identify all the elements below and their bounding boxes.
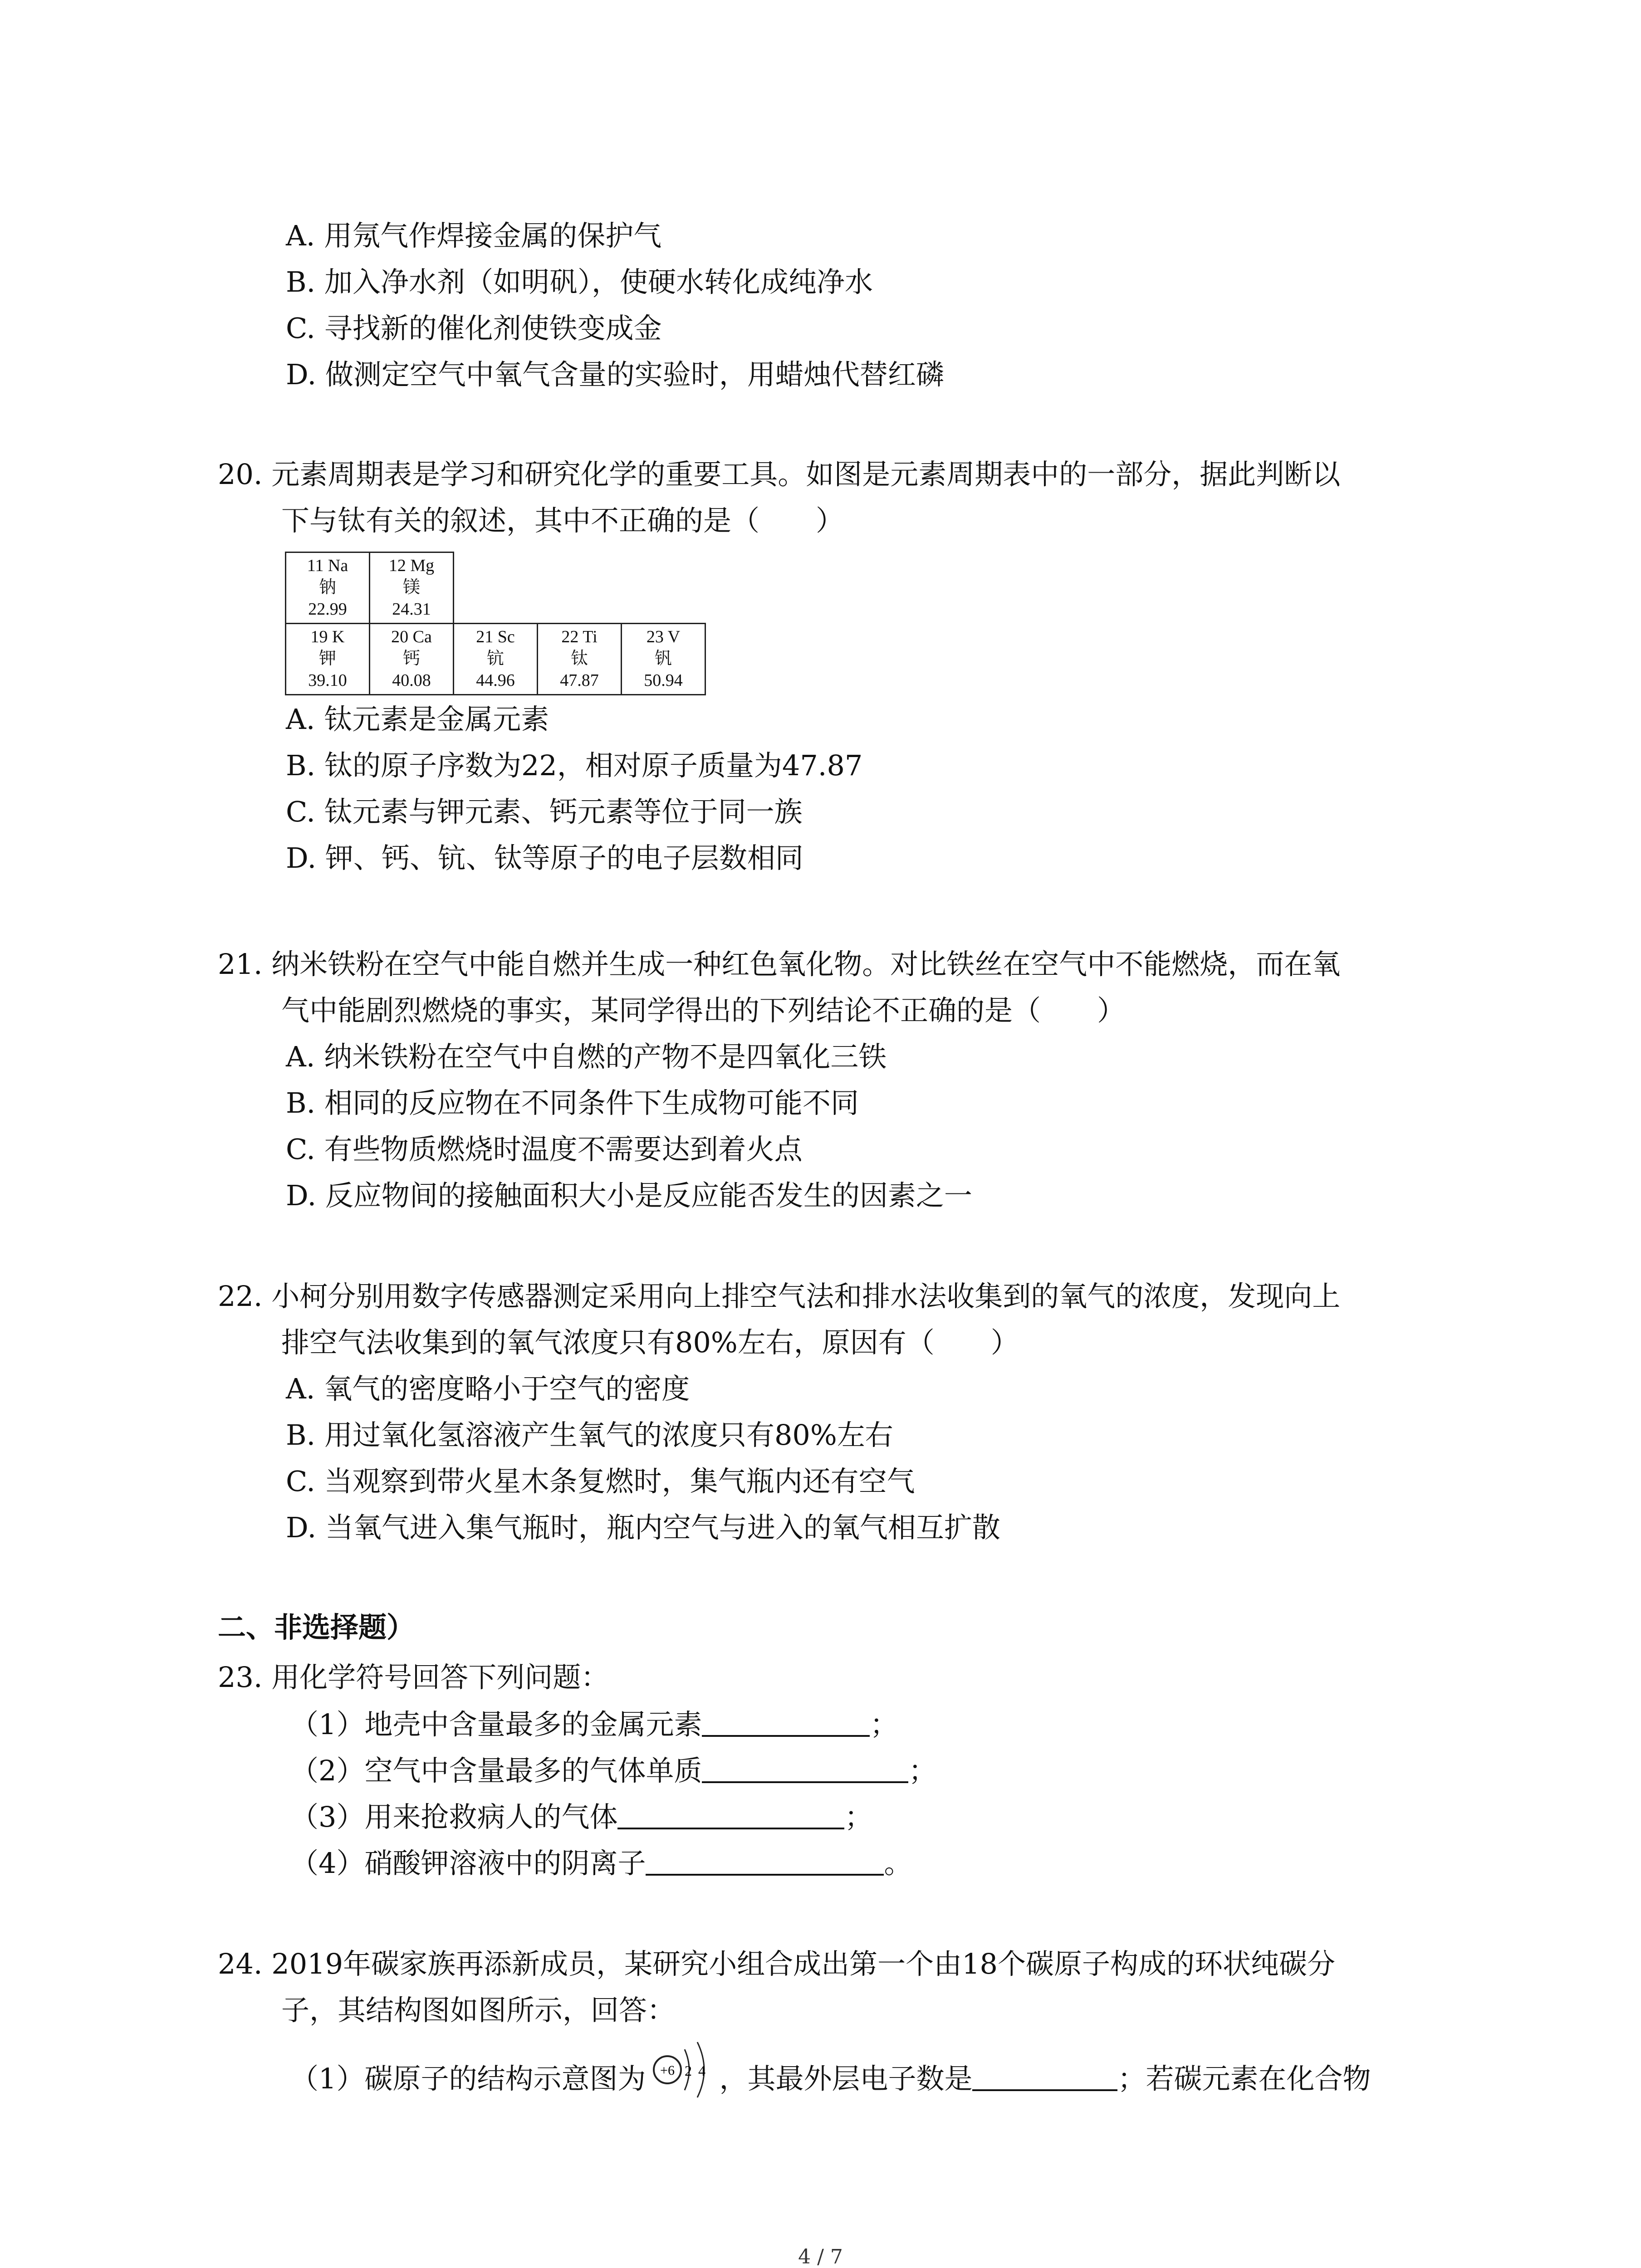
prev-option-b: B. 加入净水剂（如明矾），使硬水转化成纯净水 bbox=[286, 265, 873, 298]
element-cell-v: 23 V 钒 50.94 bbox=[622, 624, 705, 695]
answer-blank[interactable] bbox=[972, 2062, 1117, 2091]
q21-option-c: C. 有些物质燃烧时温度不需要达到着火点 bbox=[286, 1133, 803, 1166]
q21-stem-line2: 气中能剧烈燃烧的事实，某同学得出的下列结论不正确的是（ ） bbox=[281, 994, 1126, 1027]
q23-item-4: （4）硝酸钾溶液中的阴离子 。 bbox=[290, 1847, 912, 1880]
element-cell-k: 19 K 钾 39.10 bbox=[286, 624, 370, 695]
q22-option-b: B. 用过氧化氢溶液产生氧气的浓度只有80%左右 bbox=[286, 1418, 893, 1452]
q22-option-d: D. 当氧气进入集气瓶时，瓶内空气与进入的氧气相互扩散 bbox=[286, 1511, 1000, 1544]
element-cell-ca: 20 Ca 钙 40.08 bbox=[370, 624, 454, 695]
answer-blank[interactable] bbox=[617, 1800, 844, 1829]
svg-text:2: 2 bbox=[685, 2063, 692, 2079]
q22-option-c: C. 当观察到带火星木条复燃时，集气瓶内还有空气 bbox=[286, 1465, 915, 1498]
element-cell-na: 11 Na 钠 22.99 bbox=[286, 552, 370, 624]
q20-option-a: A. 钛元素是金属元素 bbox=[286, 703, 549, 736]
answer-blank[interactable] bbox=[702, 1754, 908, 1783]
q20-stem-line1: 20. 元素周期表是学习和研究化学的重要工具。如图是元素周期表中的一部分，据此判断以 bbox=[218, 458, 1341, 491]
q21-option-b: B. 相同的反应物在不同条件下生成物可能不同 bbox=[286, 1086, 859, 1119]
q23-item-1: （1）地壳中含量最多的金属元素 ； bbox=[290, 1708, 898, 1741]
q20-option-b: B. 钛的原子序数为22，相对原子质量为47.87 bbox=[286, 749, 863, 782]
q22-stem-line1: 22. 小柯分别用数字传感器测定采用向上排空气法和排水法收集到的氧气的浓度，发现向上 bbox=[218, 1280, 1341, 1313]
prev-option-c: C. 寻找新的催化剂使铁变成金 bbox=[286, 312, 662, 345]
q23-item-2: （2）空气中含量最多的气体单质 ； bbox=[290, 1754, 937, 1787]
q20-option-c: C. 钛元素与钾元素、钙元素等位于同一族 bbox=[286, 795, 803, 828]
q20-option-d: D. 钾、钙、钪、钛等原子的电子层数相同 bbox=[286, 841, 803, 875]
page-number: 4 / 7 bbox=[798, 2245, 843, 2268]
element-cell-ti: 22 Ti 钛 47.87 bbox=[538, 624, 622, 695]
q22-option-a: A. 氧气的密度略小于空气的密度 bbox=[286, 1372, 690, 1405]
prev-option-d: D. 做测定空气中氧气含量的实验时，用蜡烛代替红磷 bbox=[286, 358, 944, 391]
periodic-table-excerpt bbox=[285, 552, 706, 695]
prev-option-a: A. 用氖气作焊接金属的保护气 bbox=[286, 219, 662, 252]
svg-text:4: 4 bbox=[698, 2063, 706, 2079]
q21-option-a: A. 纳米铁粉在空气中自燃的产物不是四氧化三铁 bbox=[286, 1040, 887, 1073]
q23-item-3: （3）用来抢救病人的气体 ； bbox=[290, 1800, 873, 1833]
q20-stem-line2: 下与钛有关的叙述，其中不正确的是（ ） bbox=[281, 504, 844, 537]
section-heading: 二、非选择题） bbox=[218, 1611, 415, 1644]
q22-stem-line2: 排空气法收集到的氧气浓度只有80%左右，原因有（ ） bbox=[281, 1326, 1019, 1359]
svg-text:+6: +6 bbox=[660, 2063, 675, 2078]
q21-option-d: D. 反应物间的接触面积大小是反应能否发生的因素之一 bbox=[286, 1179, 972, 1212]
q24-stem-line1: 24. 2019年碳家族再添新成员，某研究小组合成出第一个由18个碳原子构成的环状纯碳分 bbox=[218, 1947, 1335, 1980]
q21-stem-line1: 21. 纳米铁粉在空气中能自燃并生成一种红色氧化物。对比铁丝在空气中不能燃烧，而在氧 bbox=[218, 948, 1341, 981]
answer-blank[interactable] bbox=[702, 1708, 870, 1737]
q24-item-1: （1）碳原子的结构示意图为 +6 2 4 ，其最外层电子数是 ；若碳元素在化合物 bbox=[290, 2058, 1371, 2104]
q24-stem-line2: 子，其结构图如图所示，回答： bbox=[281, 1994, 676, 2027]
element-cell-sc: 21 Sc 钪 44.96 bbox=[454, 624, 538, 695]
q23-stem: 23. 用化学符号回答下列问题： bbox=[218, 1661, 609, 1694]
answer-blank[interactable] bbox=[646, 1847, 884, 1876]
carbon-atom-structure-diagram bbox=[648, 2036, 716, 2104]
element-cell-mg: 12 Mg 镁 24.31 bbox=[370, 552, 454, 624]
